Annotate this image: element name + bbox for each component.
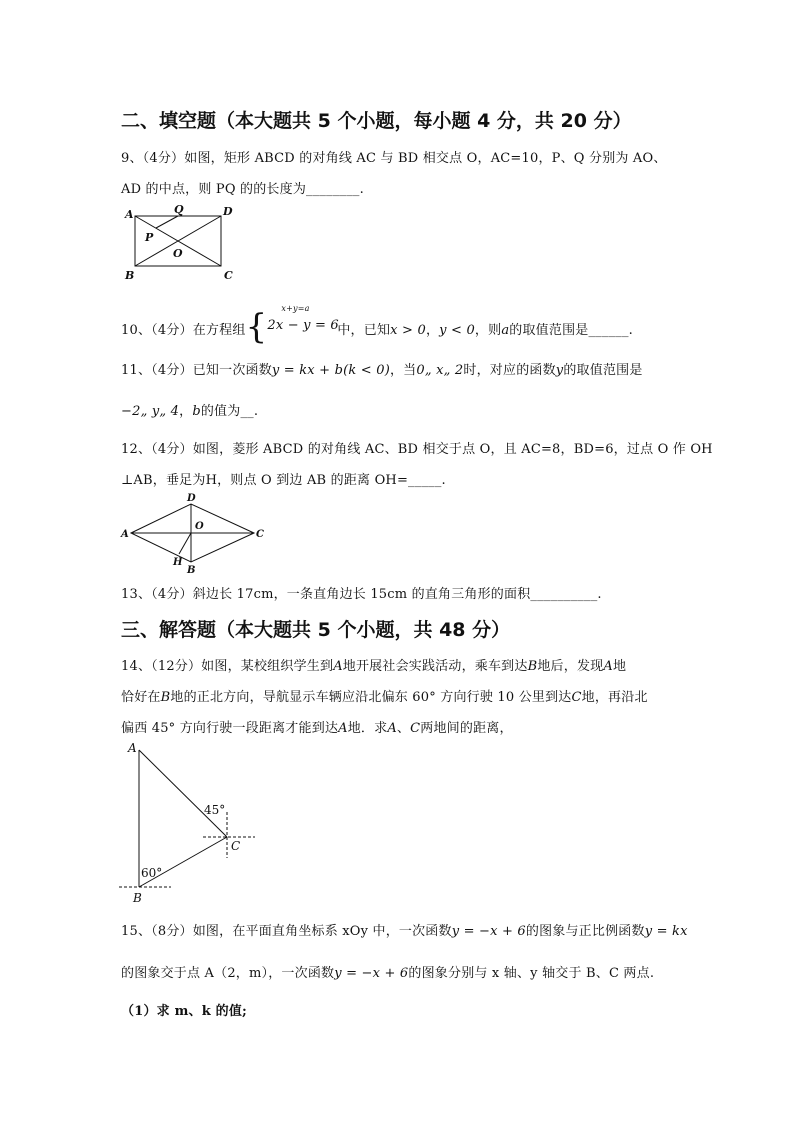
question-13: 13、（4分）斜边长 17cm，一条直角边长 15cm 的直角三角形的面积__________. [121, 587, 602, 602]
label-c: C [231, 839, 241, 853]
q14-var: B [160, 690, 171, 705]
rectangle-figure [121, 204, 251, 282]
section-3-title: 三、解答题（本大题共 5 个小题，共 48 分） [121, 619, 511, 641]
q11-range-y: −2„ y„ 4 [121, 404, 180, 419]
question-11-line-1 [121, 359, 643, 378]
segment-pq [156, 216, 178, 228]
question-9-line-2: AD 的中点，则 PQ 的的长度为________. [121, 182, 364, 197]
q14-text: 地的正北方向，导航显示车辆应沿北偏东 60° 方向行驶 10 公里到达 [170, 690, 572, 705]
q15-text: 的图象交于点 A（2，m），一次函数 [121, 966, 335, 981]
label-a: A [121, 529, 129, 540]
equation-2: 2x − y = 6 [267, 318, 339, 333]
q10-var-a: a [501, 323, 510, 338]
q14-text: 14、（12分）如图，某校组织学生到 [121, 659, 334, 674]
question-14-line-2 [121, 686, 648, 705]
question-14-line-1 [121, 655, 626, 674]
q14-text: 偏西 45° 方向行驶一段距离才能到达 [121, 721, 339, 736]
q11-function: y = kx + b(k < 0) [271, 363, 390, 378]
label-o: O [195, 521, 204, 532]
label-c: C [256, 529, 264, 540]
q10-sep: ， [425, 323, 440, 338]
question-15-line-2 [121, 962, 654, 981]
segment-oh [179, 533, 191, 554]
q14-var: A [603, 659, 613, 674]
q15-text: 15、（8分）如图，在平面直角坐标系 xOy 中，一次函数 [121, 924, 452, 939]
q14-text: 恰好在 [121, 690, 161, 705]
question-14-line-3 [121, 717, 513, 736]
q14-text: 地开展社会实践活动，乘车到达 [342, 659, 528, 674]
q10-middle: 中，已知 [337, 323, 391, 338]
q14-var: A [338, 721, 348, 736]
q15-text: 的图象与正比例函数 [525, 924, 645, 939]
label-b: B [187, 565, 196, 576]
brace-icon: { [245, 307, 268, 347]
label-o: O [173, 247, 183, 260]
q14-var: B [527, 659, 538, 674]
q11-prefix: 11、（4分）已知一次函数 [121, 363, 272, 378]
equation-1: x+y=a [281, 304, 310, 313]
q14-var: A [387, 721, 397, 736]
q14-var: C [410, 721, 421, 736]
segment-ac [139, 750, 227, 837]
q14-text: 地后，发现 [537, 659, 604, 674]
question-15-sub-1: （1）求 m、k 的值; [121, 1004, 248, 1019]
question-10 [121, 304, 634, 347]
question-15-line-1 [121, 920, 688, 939]
section-2-title: 二、填空题（本大题共 5 个小题，每小题 4 分，共 20 分） [121, 110, 632, 132]
q11-range-x: 0„ x„ 2 [416, 363, 464, 378]
q15-function-2: y = kx [644, 924, 688, 939]
label-d: D [187, 493, 196, 504]
q14-var: A [333, 659, 343, 674]
q11-end: 的取值范围是 [563, 363, 643, 378]
angle-45-label: 45° [204, 803, 226, 817]
triangle-direction-figure [115, 740, 265, 905]
q11-suffix: 时，对应的函数 [463, 363, 556, 378]
label-h: H [173, 557, 183, 568]
rhombus-figure [119, 492, 269, 577]
q14-text: 两地间的距离， [420, 721, 513, 736]
q15-text: 的图象分别与 x 轴、y 轴交于 B、C 两点. [408, 966, 655, 981]
label-q: Q [174, 204, 184, 216]
label-b: B [125, 269, 135, 282]
q11-var-b: b [192, 404, 201, 419]
q11-line2-end: 的值为__. [200, 404, 259, 419]
q14-var: C [571, 690, 582, 705]
q11-var-y: y [555, 363, 564, 378]
q10-cond-1: x > 0 [390, 323, 426, 338]
q10-suffix-a: ，则 [474, 323, 502, 338]
question-12-line-2: ⊥AB，垂足为H，则点 O 到边 AB 的距离 OH=_____. [121, 473, 446, 488]
question-11-line-2 [121, 400, 258, 419]
q14-text: 地 [612, 659, 627, 674]
q10-suffix-b: 的取值范围是______. [509, 323, 634, 338]
label-p: P [145, 231, 154, 244]
q11-line2-mid: ， [179, 404, 193, 419]
question-9-line-1: 9、（4分）如图，矩形 ABCD 的对角线 AC 与 BD 相交点 O，AC=10，P、Q 分别为 AO、 [121, 151, 667, 166]
question-12-line-1: 12、（4分）如图，菱形 ABCD 的对角线 AC、BD 相交于点 O，且 AC=8，BD=6，过点 O 作 OH [121, 442, 713, 457]
label-d: D [223, 205, 233, 218]
q15-function-1: y = −x + 6 [451, 924, 526, 939]
equation-system [267, 304, 339, 334]
q14-text: 地．求 [347, 721, 388, 736]
q14-text: 地，再沿北 [581, 690, 648, 705]
q15-function-3: y = −x + 6 [334, 966, 409, 981]
label-b: B [133, 891, 142, 905]
label-a: A [128, 741, 137, 755]
angle-60-label: 60° [141, 866, 163, 880]
q10-prefix: 10、（4分）在方程组 [121, 323, 246, 338]
label-a: A [125, 208, 134, 221]
q10-cond-2: y < 0 [439, 323, 475, 338]
label-c: C [224, 269, 233, 282]
q11-mid: ，当 [389, 363, 417, 378]
q14-text: 、 [396, 721, 411, 736]
